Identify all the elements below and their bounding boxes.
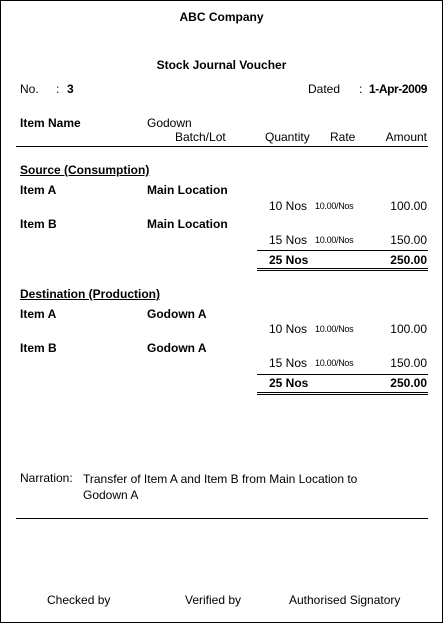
header-divider [16, 146, 428, 147]
destination-item-name: Item B [20, 341, 57, 355]
col-batch-lot: Batch/Lot [175, 130, 226, 144]
voucher-no-label: No. [20, 82, 39, 96]
narration-label: Narration: [20, 471, 73, 485]
destination-total-amount: 250.00 [390, 376, 427, 390]
destination-item-qty: 10 Nos [269, 322, 308, 336]
voucher-title: Stock Journal Voucher [156, 58, 287, 72]
source-item-godown: Main Location [147, 183, 228, 197]
destination-item-amount: 150.00 [390, 356, 427, 370]
authorised-signatory-label: Authorised Signatory [289, 593, 401, 607]
destination-item-qty: 15 Nos [269, 356, 308, 370]
source-item-rate: 10.00/Nos [315, 235, 354, 245]
source-item-rate: 10.00/Nos [315, 201, 354, 211]
source-total-rule-top [257, 250, 428, 251]
source-item-name: Item A [20, 183, 57, 197]
dated-value: 1-Apr-2009 [368, 82, 427, 96]
dated-sep: : [359, 82, 363, 96]
col-quantity: Quantity [265, 130, 310, 144]
source-item-godown: Main Location [147, 217, 228, 231]
destination-item-rate: 10.00/Nos [315, 358, 354, 368]
destination-item-godown: Godown A [147, 307, 207, 321]
source-item-qty: 10 Nos [269, 199, 308, 213]
source-item-name: Item B [20, 217, 57, 231]
source-total-qty: 25 Nos [269, 253, 309, 267]
dated-label: Dated [308, 82, 341, 96]
destination-item-name: Item A [20, 307, 57, 321]
source-total-rule-double [257, 270, 428, 271]
source-total-amount: 250.00 [390, 253, 427, 267]
voucher-no-sep: : [56, 82, 60, 96]
narration-text: Transfer of Item A and Item B from Main Location to Godown A [83, 472, 358, 502]
checked-by-label: Checked by [47, 593, 111, 607]
narration-divider [16, 518, 428, 519]
destination-item-amount: 100.00 [390, 322, 427, 336]
col-godown: Godown [147, 116, 192, 130]
destination-item-rate: 10.00/Nos [315, 324, 354, 334]
col-amount: Amount [385, 130, 427, 144]
destination-item-godown: Godown A [147, 341, 207, 355]
verified-by-label: Verified by [185, 593, 242, 607]
company-name: ABC Company [179, 10, 264, 24]
destination-total-rule-top [257, 374, 428, 375]
col-item-name: Item Name [20, 116, 81, 130]
voucher-no: 3 [67, 82, 74, 96]
destination-total-rule-double [257, 394, 428, 395]
source-item-amount: 150.00 [390, 233, 427, 247]
destination-total-qty: 25 Nos [269, 376, 309, 390]
col-rate: Rate [330, 130, 356, 144]
destination-total-rule-bottom [257, 392, 428, 393]
source-total-rule-bottom [257, 268, 428, 269]
destination-heading: Destination (Production) [20, 287, 160, 301]
source-item-amount: 100.00 [390, 199, 427, 213]
source-heading: Source (Consumption) [20, 163, 150, 177]
source-item-qty: 15 Nos [269, 233, 308, 247]
